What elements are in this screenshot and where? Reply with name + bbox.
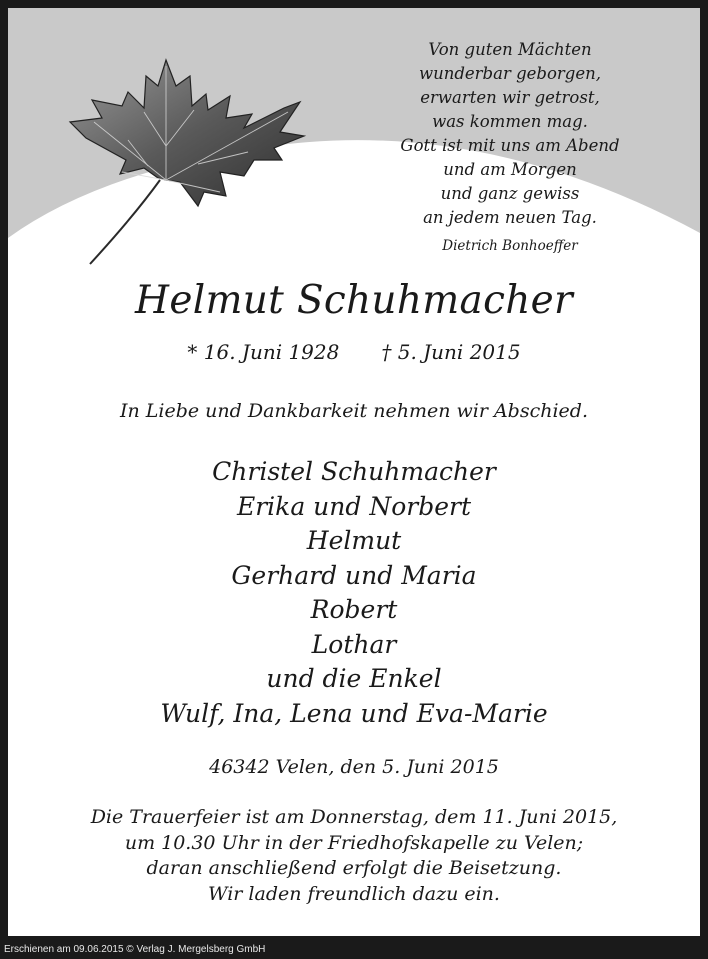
family-member: Christel Schuhmacher xyxy=(212,457,496,486)
family-member: Helmut xyxy=(306,526,402,555)
quote-line: was kommen mag. xyxy=(432,112,588,131)
life-dates xyxy=(0,340,708,364)
service-line: Wir laden freundlich dazu ein. xyxy=(208,882,500,905)
family-member: Gerhard und Maria xyxy=(231,560,477,590)
quote-line: und am Morgen xyxy=(443,160,577,179)
family-member: Robert xyxy=(310,595,398,624)
service-info xyxy=(0,805,708,907)
birth-date: * 16. Juni 1928 xyxy=(187,340,340,364)
service-line: Die Trauerfeier ist am Donnerstag, dem 11. Juni 2015, xyxy=(90,806,618,828)
quote-line: und ganz gewiss xyxy=(440,184,580,203)
death-date: † 5. Juni 2015 xyxy=(381,340,521,364)
quote-line: wunderbar geborgen, xyxy=(418,64,602,83)
quote-line: an jedem neuen Tag. xyxy=(423,208,597,227)
deceased-name: Helmut Schuhmacher xyxy=(135,278,573,323)
bonhoeffer-quote xyxy=(360,38,660,230)
farewell-line: In Liebe und Dankbarkeit nehmen wir Abschied. xyxy=(120,400,588,422)
family-member: Erika und Norbert xyxy=(236,491,472,521)
family-list xyxy=(0,455,708,731)
quote-line: erwarten wir getrost, xyxy=(420,88,600,107)
quote-line: Von guten Mächten xyxy=(428,40,592,59)
maple-leaf-icon xyxy=(48,56,308,268)
quote-line: Gott ist mit uns am Abend xyxy=(400,136,620,155)
publication-footer: Erschienen am 09.06.2015 © Verlag J. Mergelsberg GmbH xyxy=(4,944,266,955)
quote-author: Dietrich Bonhoeffer xyxy=(442,238,578,254)
service-line: daran anschließend erfolgt die Beisetzung. xyxy=(146,857,562,879)
family-member: Lothar xyxy=(311,629,397,659)
service-line: um 10.30 Uhr in der Friedhofskapelle zu Velen; xyxy=(124,831,584,854)
place-date: 46342 Velen, den 5. Juni 2015 xyxy=(209,756,499,778)
family-member: und die Enkel xyxy=(266,664,442,693)
family-member: Wulf, Ina, Lena und Eva-Marie xyxy=(160,698,548,728)
